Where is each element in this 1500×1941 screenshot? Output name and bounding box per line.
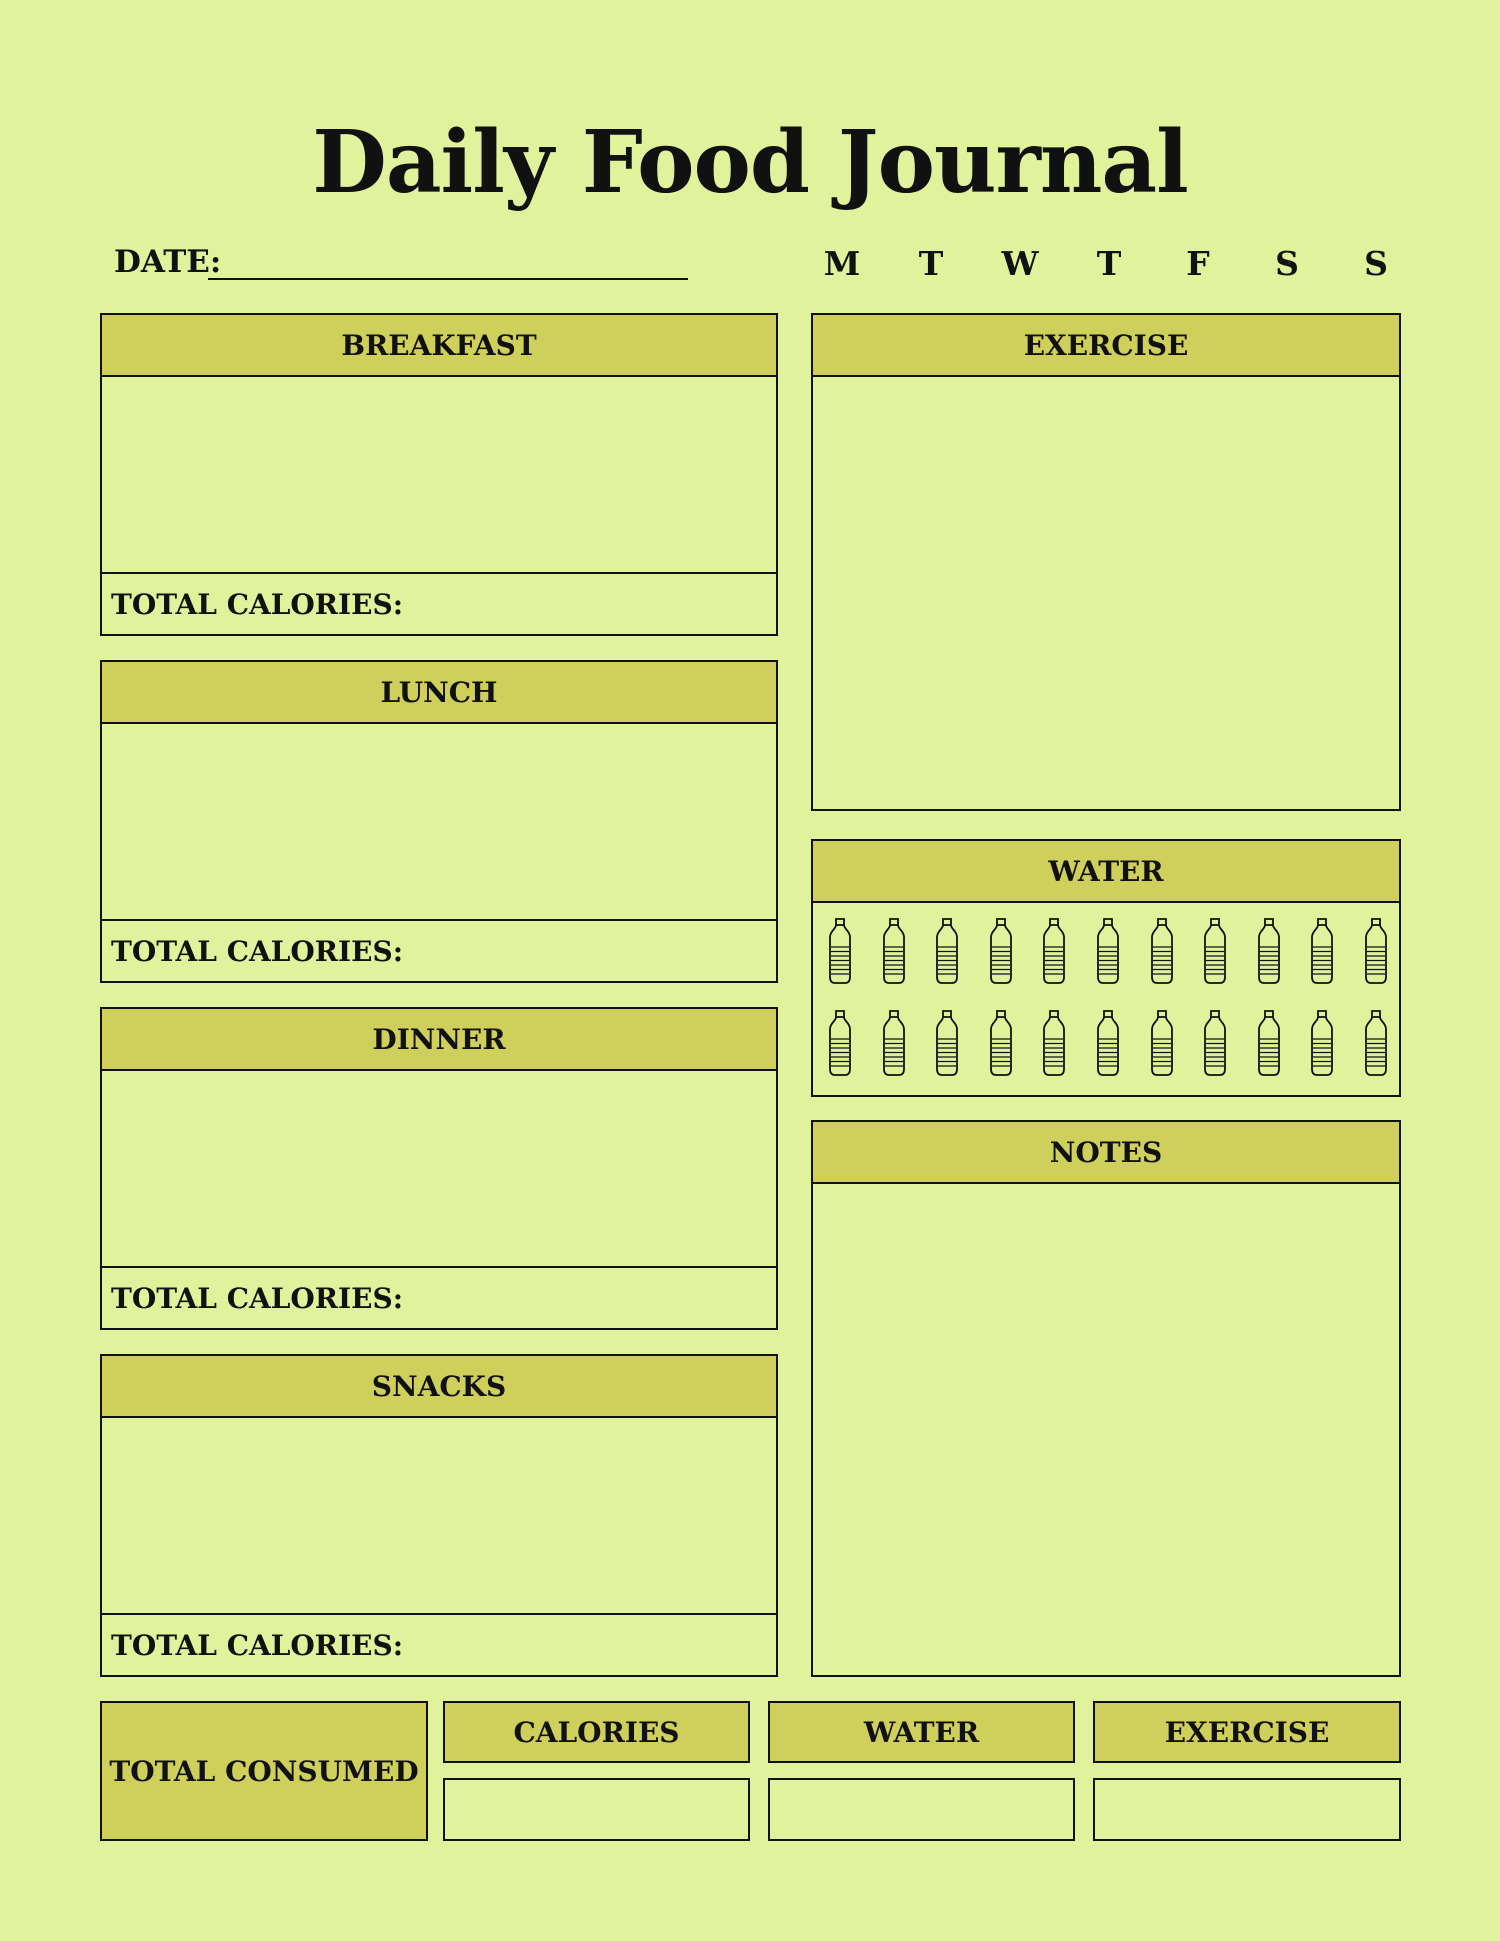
water-section bbox=[811, 839, 1401, 1097]
water-bottle-icon[interactable] bbox=[1202, 1009, 1228, 1079]
water-bottle-icon[interactable] bbox=[1095, 917, 1121, 987]
weekday-thursday[interactable]: T bbox=[1096, 244, 1122, 283]
lunch-header: LUNCH bbox=[102, 662, 776, 724]
weekday-friday[interactable]: F bbox=[1186, 244, 1210, 283]
water-bottle-icon[interactable] bbox=[881, 1009, 907, 1079]
date-label: DATE: bbox=[114, 244, 222, 280]
water-bottle-icon[interactable] bbox=[1256, 917, 1282, 987]
total-exercise-field[interactable] bbox=[1093, 1778, 1401, 1841]
lunch-section[interactable] bbox=[100, 660, 778, 983]
water-bottle-icon[interactable] bbox=[1149, 1009, 1175, 1079]
water-bottle-icon[interactable] bbox=[988, 1009, 1014, 1079]
snacks-section[interactable] bbox=[100, 1354, 778, 1677]
total-calories-header: CALORIES bbox=[443, 1701, 750, 1763]
notes-header: NOTES bbox=[813, 1122, 1399, 1184]
water-bottle-icon[interactable] bbox=[1095, 1009, 1121, 1079]
water-bottle-icon[interactable] bbox=[827, 917, 853, 987]
water-bottle-icon[interactable] bbox=[1041, 1009, 1067, 1079]
water-bottle-icon[interactable] bbox=[1363, 1009, 1389, 1079]
total-water-field[interactable] bbox=[768, 1778, 1075, 1841]
weekday-sunday[interactable]: S bbox=[1364, 244, 1388, 283]
water-bottle-icon[interactable] bbox=[1149, 917, 1175, 987]
snacks-total-calories[interactable]: TOTAL CALORIES: bbox=[102, 1613, 776, 1675]
notes-section[interactable] bbox=[811, 1120, 1401, 1677]
breakfast-header: BREAKFAST bbox=[102, 315, 776, 377]
lunch-total-calories[interactable]: TOTAL CALORIES: bbox=[102, 919, 776, 981]
water-bottle-icon[interactable] bbox=[1309, 1009, 1335, 1079]
water-header: WATER bbox=[813, 841, 1399, 903]
page-title: Daily Food Journal bbox=[312, 112, 1188, 213]
total-exercise-header: EXERCISE bbox=[1093, 1701, 1401, 1763]
total-water-header: WATER bbox=[768, 1701, 1075, 1763]
exercise-section[interactable] bbox=[811, 313, 1401, 811]
water-bottle-icon[interactable] bbox=[827, 1009, 853, 1079]
weekday-wednesday[interactable]: W bbox=[1001, 244, 1039, 283]
water-bottle-icon[interactable] bbox=[1256, 1009, 1282, 1079]
date-field[interactable] bbox=[208, 278, 688, 280]
total-calories-field[interactable] bbox=[443, 1778, 750, 1841]
weekday-monday[interactable]: M bbox=[823, 244, 861, 283]
water-bottle-icon[interactable] bbox=[1041, 917, 1067, 987]
water-bottle-icon[interactable] bbox=[1309, 917, 1335, 987]
dinner-total-calories[interactable]: TOTAL CALORIES: bbox=[102, 1266, 776, 1328]
exercise-header: EXERCISE bbox=[813, 315, 1399, 377]
weekday-tuesday[interactable]: T bbox=[918, 244, 944, 283]
breakfast-section[interactable] bbox=[100, 313, 778, 636]
breakfast-total-calories[interactable]: TOTAL CALORIES: bbox=[102, 572, 776, 634]
water-bottle-icon[interactable] bbox=[988, 917, 1014, 987]
water-bottle-icon[interactable] bbox=[1202, 917, 1228, 987]
water-bottle-icon[interactable] bbox=[934, 917, 960, 987]
water-bottle-icon[interactable] bbox=[1363, 917, 1389, 987]
total-consumed-label: TOTAL CONSUMED bbox=[100, 1701, 428, 1841]
dinner-section[interactable] bbox=[100, 1007, 778, 1330]
weekday-saturday[interactable]: S bbox=[1275, 244, 1299, 283]
snacks-header: SNACKS bbox=[102, 1356, 776, 1418]
dinner-header: DINNER bbox=[102, 1009, 776, 1071]
water-bottle-icon[interactable] bbox=[881, 917, 907, 987]
water-bottle-icon[interactable] bbox=[934, 1009, 960, 1079]
